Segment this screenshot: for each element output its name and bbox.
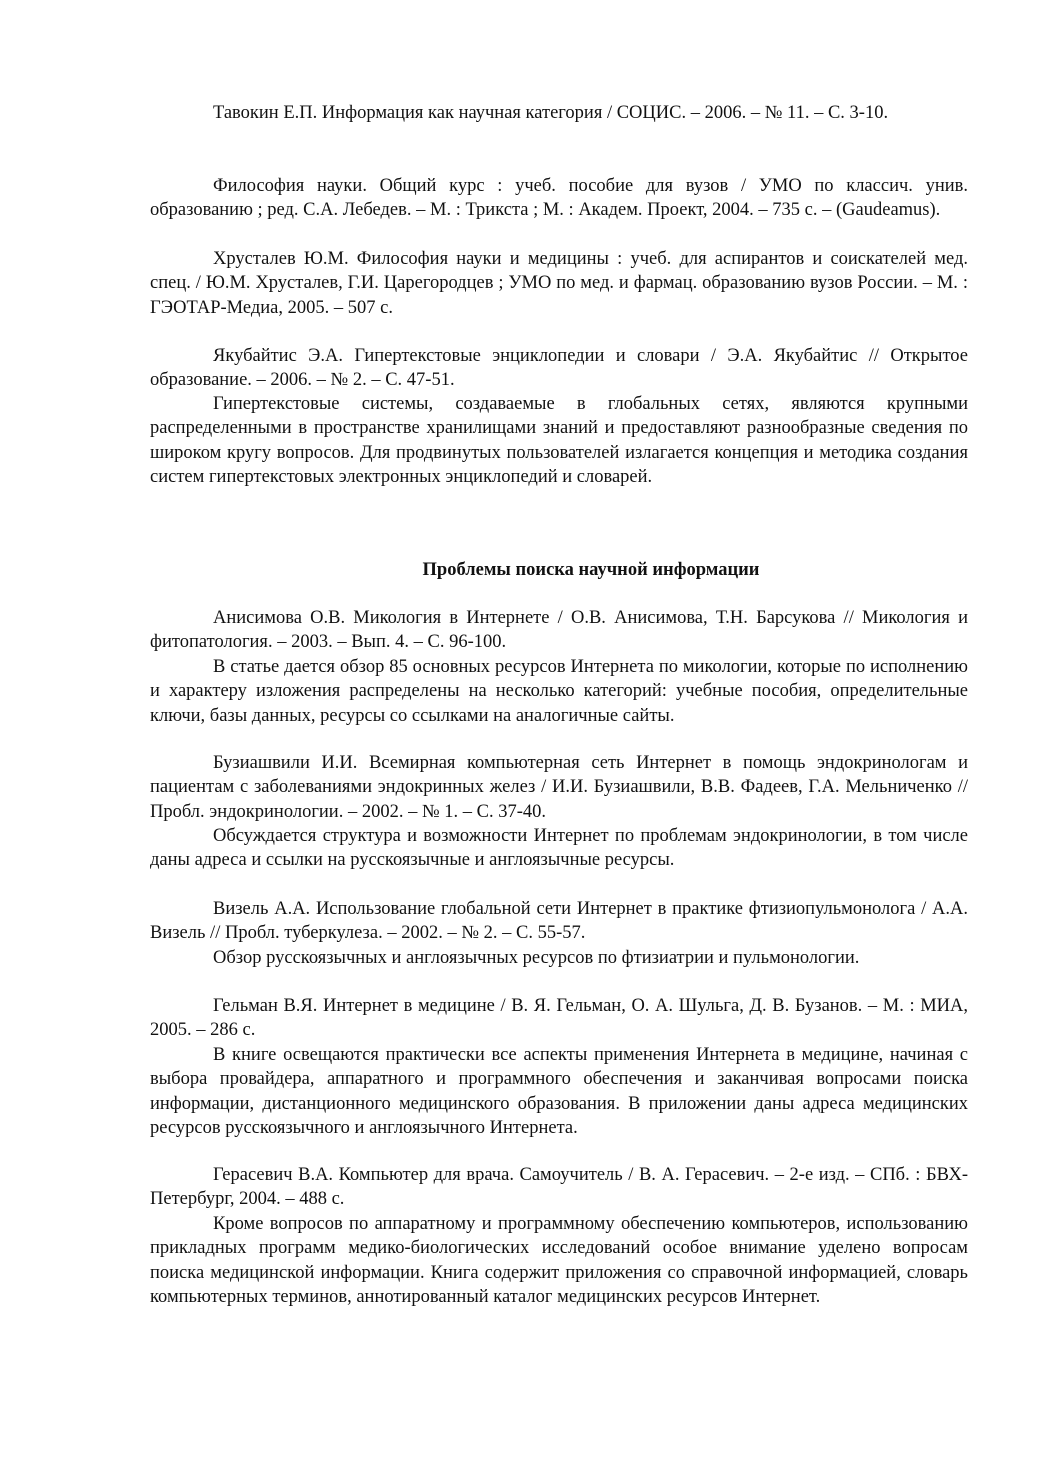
- bibliography-entry-anisimova: Анисимова О.В. Микология в Интернете / О.В. Анисимова, Т.Н. Барсукова // Микология и фитопатология. – 2003. – Вып. 4. – С. 96-100.: [150, 608, 968, 653]
- annotation-buziashvili: Обсуждается структура и возможности Интернет по проблемам эндокринологии, в том числе даны адреса и ссылки на русскоязычные и англоязычные ресурсы.: [150, 826, 968, 871]
- bibliography-entry-gelman: Гельман В.Я. Интернет в медицине / В. Я. Гельман, О. А. Шульга, Д. В. Бузанов. – М. : МИА, 2005. – 286 с.: [150, 996, 968, 1041]
- bibliography-entry-yakubaitis: Якубайтис Э.А. Гипертекстовые энциклопедии и словари / Э.А. Якубайтис // Открытое образование. – 2006. – № 2. – С. 47-51.: [150, 346, 968, 391]
- bibliography-entry-gerasevich: Герасевич В.А. Компьютер для врача. Самоучитель / В. А. Герасевич. – 2-е изд. – СПб. : БВХ-Петербург, 2004. – 488 с.: [150, 1165, 968, 1210]
- annotation-vizel: Обзор русскоязычных и англоязычных ресурсов по фтизиатрии и пульмонологии.: [213, 948, 860, 968]
- annotation-yakubaitis: Гипертекстовые системы, создаваемые в глобальных сетях, являются крупными распределенными в пространстве хранилищами знаний и предоставляют разнообразные сведения по широком кругу вопросов. Для продвинутых пользователей излагается концепция и методика создания систем гипертекстовых электронных энциклопедий и словарей.: [150, 394, 968, 487]
- bibliography-entry-buziashvili: Бузиашвили И.И. Всемирная компьютерная сеть Интернет в помощь эндокринологам и пациентам с заболеваниями эндокринных желез / И.И. Бузиашвили, В.В. Фадеев, Г.А. Мельниченко // Пробл. эндокринологии. – 2002. – № 1. – С. 37-40.: [150, 753, 968, 822]
- bibliography-entry-khrustalev: Хрусталев Ю.М. Философия науки и медицины : учеб. для аспирантов и соискателей мед. спец. / Ю.М. Хрусталев, Г.И. Царегородцев ; УМО по мед. и фармац. образованию вузов России. – М. : ГЭОТАР-Медиа, 2005. – 507 с.: [150, 249, 968, 318]
- annotation-gelman: В книге освещаются практически все аспекты применения Интернета в медицине, начиная с выбора провайдера, аппаратного и программного обеспечения и заканчивая вопросами поиска информации, дистанционного медицинского образования. В приложении даны адреса медицинских ресурсов русскоязычного и англоязычного Интернета.: [150, 1045, 968, 1138]
- annotation-gerasevich: Кроме вопросов по аппаратному и программному обеспечению компьютеров, использованию прикладных программ медико-биологических исследований особое внимание уделено вопросам поиска медицинской информации. Книга содержит приложения со справочной информацией, словарь компьютерных терминов, аннотированный каталог медицинских ресурсов Интернет.: [150, 1214, 968, 1307]
- annotation-anisimova: В статье дается обзор 85 основных ресурсов Интернета по микологии, которые по исполнению и характеру изложения распределены на несколько категорий: учебные пособия, определительные ключи, базы данных, ресурсы со ссылками на аналогичные сайты.: [150, 657, 968, 726]
- section-heading: Проблемы поиска научной информации: [422, 560, 760, 580]
- bibliography-entry-tavokin: Тавокин Е.П. Информация как научная категория / СОЦИС. – 2006. – № 11. – С. 3-10.: [213, 103, 889, 123]
- bibliography-entry-vizel: Визель А.А. Использование глобальной сети Интернет в практике фтизиопульмонолога / А.А. Визель // Пробл. туберкулеза. – 2002. – № 2. – С. 55-57.: [150, 899, 968, 944]
- bibliography-entry-philosophy-of-science: Философия науки. Общий курс : учеб. пособие для вузов / УМО по классич. унив. образованию ; ред. С.А. Лебедев. – М. : Трикста ; М. : Академ. Проект, 2004. – 735 с. – (Gaudeamus).: [150, 176, 968, 221]
